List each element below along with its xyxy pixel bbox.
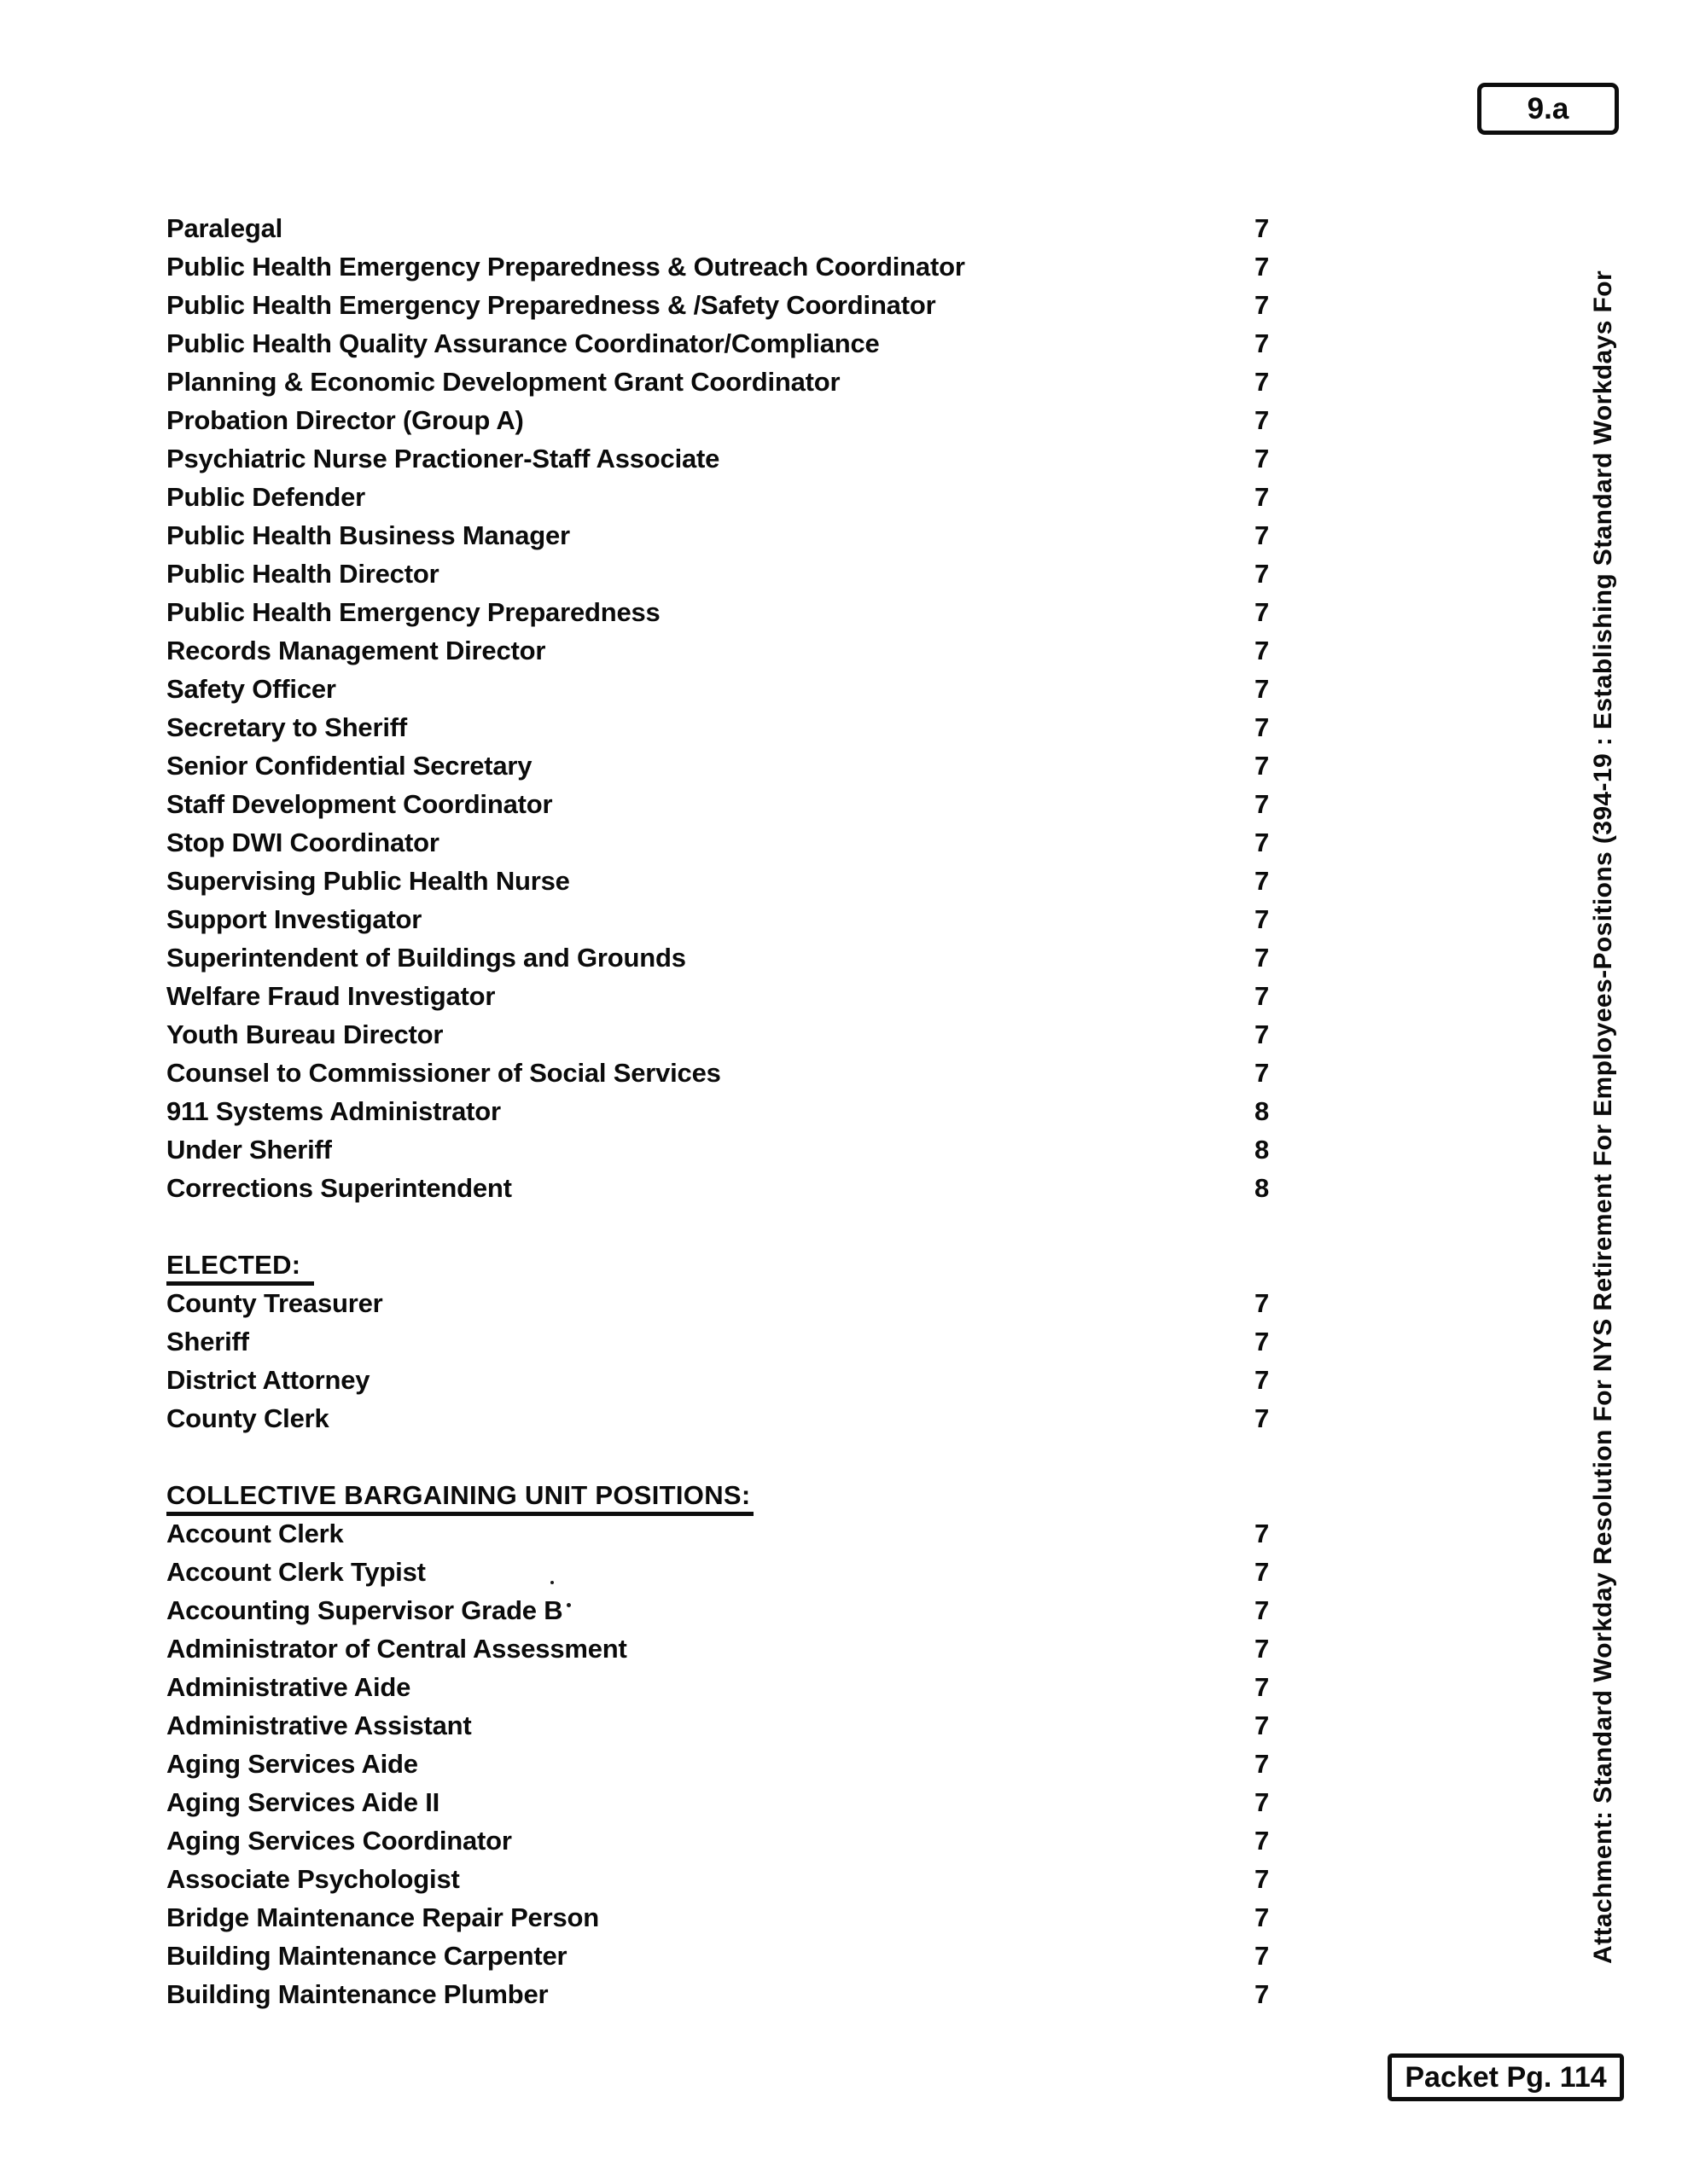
position-row [166,1399,1278,1438]
position-title: Public Health Business Manager [166,520,570,550]
position-title: Building Maintenance Plumber [166,1979,549,2009]
position-title: Public Health Quality Assurance Coordinator/Compliance [166,328,880,358]
position-title: Building Maintenance Carpenter [166,1941,567,1971]
position-title: Accounting Supervisor Grade B [166,1595,563,1625]
section-heading-row [166,1476,1278,1514]
position-title: County Treasurer [166,1288,383,1318]
workdays-value: 7 [1254,1288,1269,1318]
position-row [166,631,1278,670]
workdays-value: 7 [1254,1711,1269,1740]
workdays-value: 7 [1254,367,1269,397]
workdays-value: 7 [1254,1634,1269,1664]
position-row [166,1975,1278,2013]
position-title: Under Sheriff [166,1135,332,1165]
workdays-value: 7 [1254,828,1269,857]
position-row [166,363,1278,401]
workdays-value: 7 [1254,290,1269,320]
workdays-value: 7 [1254,328,1269,358]
position-row [166,1015,1278,1054]
position-title: Public Health Emergency Preparedness & Outreach Coordinator [166,252,965,282]
position-row [166,1169,1278,1207]
workdays-value: 7 [1254,1595,1269,1625]
scan-artifact-dot [567,1603,571,1607]
workdays-value: 7 [1254,1941,1269,1971]
workdays-value: 8 [1254,1173,1269,1203]
workdays-value: 7 [1254,1672,1269,1702]
workdays-value: 7 [1254,751,1269,781]
position-row [166,1898,1278,1937]
attachment-sidebar-rotated-text: Attachment: Standard Workday Resolution For NYS Retirement For Employees-Positions (394-19 : Establishing Standard Workdays For [1589,270,1617,1964]
workdays-value: 7 [1254,712,1269,742]
workdays-value: 7 [1254,1519,1269,1548]
position-row [166,1783,1278,1821]
position-row [166,670,1278,708]
position-title: Youth Bureau Director [166,1019,444,1049]
position-row [166,746,1278,785]
section-heading-label: COLLECTIVE BARGAINING UNIT POSITIONS: [166,1479,754,1516]
position-title: Administrative Aide [166,1672,411,1702]
position-row [166,247,1278,286]
agenda-item-tag-box [1477,83,1619,135]
position-title: Administrator of Central Assessment [166,1634,627,1664]
position-row [166,708,1278,746]
position-row [166,1130,1278,1169]
position-title: Secretary to Sheriff [166,712,407,742]
section-gap [166,1207,1278,1246]
position-title: Safety Officer [166,674,336,704]
position-row [166,401,1278,439]
position-row [166,1860,1278,1898]
workdays-value: 7 [1254,1826,1269,1856]
position-row [166,286,1278,324]
position-row [166,900,1278,938]
position-row [166,1553,1278,1591]
position-row [166,209,1278,247]
position-row [166,478,1278,516]
workdays-value: 7 [1254,252,1269,282]
position-title: Public Health Director [166,559,439,589]
scan-artifact-dot [550,1581,554,1584]
position-row [166,1629,1278,1668]
position-title: Senior Confidential Secretary [166,751,533,781]
workdays-value: 7 [1254,1327,1269,1356]
workdays-value: 7 [1254,789,1269,819]
position-title: Associate Psychologist [166,1864,460,1894]
workdays-value: 7 [1254,1902,1269,1932]
position-title: Records Management Director [166,636,546,665]
position-row [166,785,1278,823]
position-row [166,1821,1278,1860]
position-row [166,1284,1278,1322]
position-row [166,1706,1278,1745]
position-row [166,324,1278,363]
position-title: Administrative Assistant [166,1711,472,1740]
section-heading-row [166,1246,1278,1284]
workdays-value: 7 [1254,636,1269,665]
workdays-value: 7 [1254,597,1269,627]
workdays-value: 7 [1254,943,1269,973]
position-row [166,439,1278,478]
workdays-value: 7 [1254,1749,1269,1779]
workdays-value: 8 [1254,1096,1269,1126]
position-row [166,1054,1278,1092]
position-title: Supervising Public Health Nurse [166,866,570,896]
position-title: Stop DWI Coordinator [166,828,439,857]
workdays-value: 7 [1254,1979,1269,2009]
position-title: Account Clerk Typist [166,1557,426,1587]
workdays-value: 8 [1254,1135,1269,1165]
position-title: Sheriff [166,1327,249,1356]
workdays-value: 7 [1254,866,1269,896]
position-row [166,1937,1278,1975]
workdays-value: 7 [1254,1058,1269,1088]
workdays-value: 7 [1254,1019,1269,1049]
workdays-value: 7 [1254,981,1269,1011]
position-row [166,1322,1278,1361]
position-title: Bridge Maintenance Repair Person [166,1902,599,1932]
workdays-value: 7 [1254,559,1269,589]
position-row [166,938,1278,977]
workdays-value: 7 [1254,1403,1269,1433]
section-heading-label: ELECTED: [166,1249,314,1286]
workdays-value: 7 [1254,482,1269,512]
workdays-value: 7 [1254,674,1269,704]
position-row [166,1591,1278,1629]
workdays-value: 7 [1254,1864,1269,1894]
position-title: Counsel to Commissioner of Social Services [166,1058,721,1088]
workdays-value: 7 [1254,1365,1269,1395]
position-title: Planning & Economic Development Grant Coordinator [166,367,841,397]
packet-page-box [1388,2053,1624,2101]
workdays-value: 7 [1254,520,1269,550]
workdays-value: 7 [1254,1557,1269,1587]
position-row [166,862,1278,900]
workdays-value: 7 [1254,213,1269,243]
position-row [166,593,1278,631]
position-title: Paralegal [166,213,283,243]
position-title: Superintendent of Buildings and Grounds [166,943,686,973]
position-title: Public Defender [166,482,365,512]
position-title: District Attorney [166,1365,370,1395]
position-title: Aging Services Coordinator [166,1826,512,1856]
position-title: County Clerk [166,1403,329,1433]
position-title: Psychiatric Nurse Practioner-Staff Associate [166,444,720,473]
position-title: Public Health Emergency Preparedness & /Safety Coordinator [166,290,936,320]
position-title: Staff Development Coordinator [166,789,553,819]
position-row [166,1668,1278,1706]
positions-list [166,209,1278,2013]
position-row [166,1514,1278,1553]
position-row [166,1092,1278,1130]
position-row [166,516,1278,555]
position-title: Welfare Fraud Investigator [166,981,496,1011]
workdays-value: 7 [1254,904,1269,934]
position-title: Aging Services Aide [166,1749,418,1779]
position-title: Support Investigator [166,904,422,934]
position-row [166,823,1278,862]
position-row [166,1745,1278,1783]
position-title: Aging Services Aide II [166,1787,440,1817]
position-row [166,1361,1278,1399]
position-title: Public Health Emergency Preparedness [166,597,661,627]
position-title: Corrections Superintendent [166,1173,512,1203]
position-row [166,555,1278,593]
workdays-value: 7 [1254,405,1269,435]
section-gap [166,1438,1278,1476]
position-title: 911 Systems Administrator [166,1096,501,1126]
position-title: Probation Director (Group A) [166,405,524,435]
workdays-value: 7 [1254,444,1269,473]
position-row [166,977,1278,1015]
position-title: Account Clerk [166,1519,344,1548]
workdays-value: 7 [1254,1787,1269,1817]
agenda-item-tag-label: 9.a [1527,91,1569,125]
packet-page-label: Packet Pg. 114 [1405,2060,1607,2094]
